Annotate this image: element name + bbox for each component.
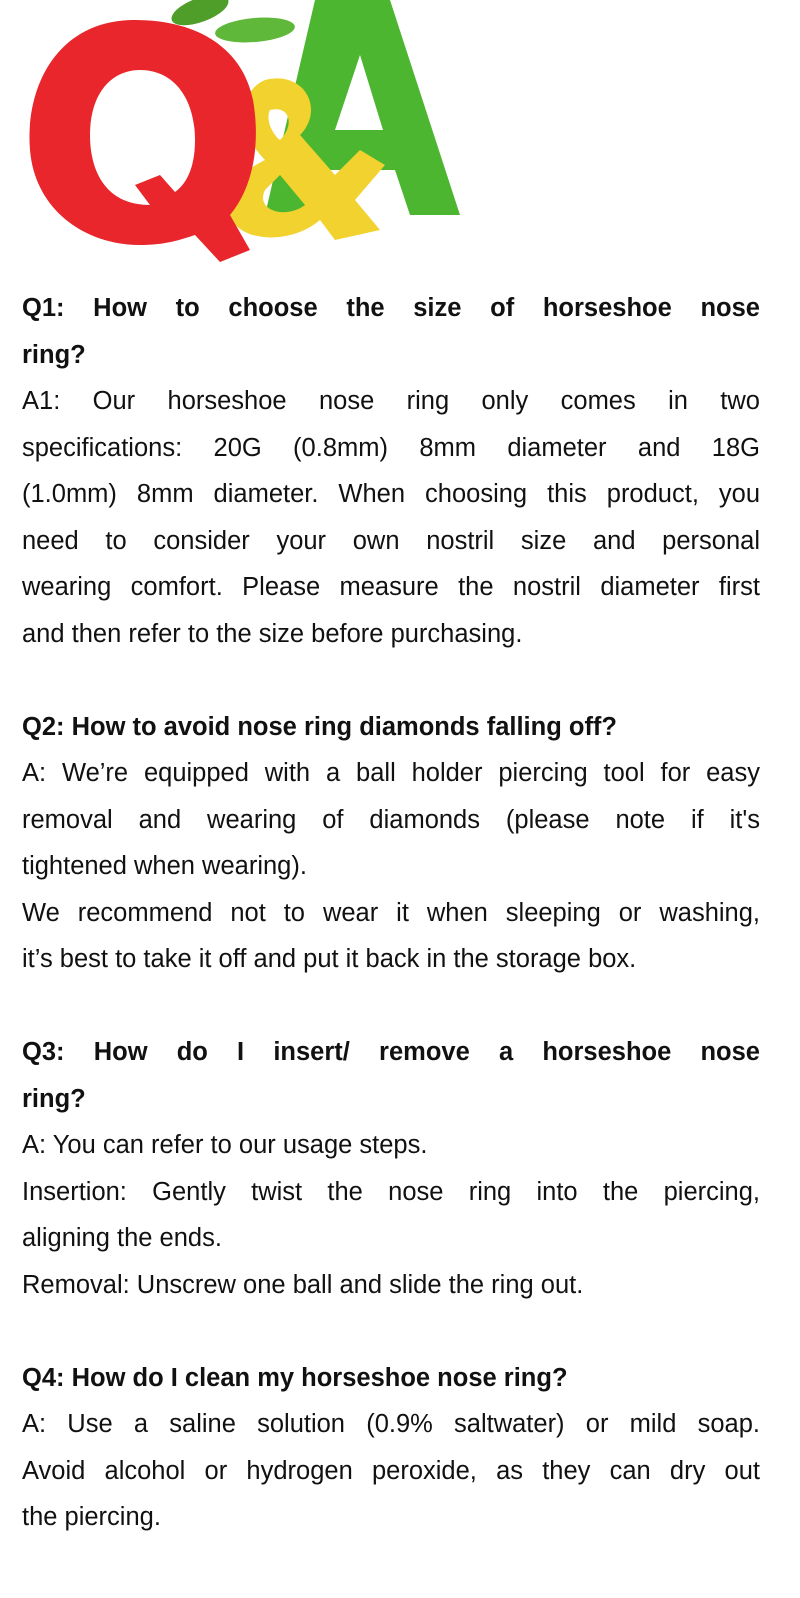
faq-answer-line: A1: Our horseshoe nose ring only comes in two bbox=[22, 387, 760, 415]
faq-answer-line: (1.0mm) 8mm diameter. When choosing this product, you bbox=[22, 480, 760, 508]
faq-answer-line: it’s best to take it off and put it back in the storage box. bbox=[22, 945, 637, 973]
faq-question-line: Q2: How to avoid nose ring diamonds falling off? bbox=[22, 712, 618, 741]
faq-answer-line: aligning the ends. bbox=[22, 1224, 222, 1252]
faq-item bbox=[22, 704, 760, 1030]
spacer bbox=[22, 657, 760, 704]
faq-question-line: Q1: How to choose the size of horseshoe nose bbox=[22, 294, 760, 322]
faq-answer-line: the piercing. bbox=[22, 1503, 161, 1531]
faq-answer-line: Removal: Unscrew one ball and slide the ring out. bbox=[22, 1270, 584, 1299]
faq-answer-line: A: We’re equipped with a ball holder piercing tool for easy bbox=[22, 759, 760, 787]
spacer bbox=[22, 1308, 760, 1355]
faq-content bbox=[22, 285, 760, 1541]
faq-answer-line: and then refer to the size before purchasing. bbox=[22, 619, 523, 648]
faq-question-line: Q4: How do I clean my horseshoe nose ring? bbox=[22, 1363, 568, 1392]
faq-item bbox=[22, 1029, 760, 1355]
faq-answer-line: removal and wearing of diamonds (please note if it's bbox=[22, 805, 760, 834]
faq-answer-line: We recommend not to wear it when sleeping or washing, bbox=[22, 898, 760, 927]
faq-item bbox=[22, 1355, 760, 1541]
letter-q bbox=[29, 20, 255, 262]
faq-answer-line: Avoid alcohol or hydrogen peroxide, as they can dry out bbox=[22, 1456, 760, 1485]
faq-question-line: ring? bbox=[22, 340, 86, 369]
faq-question-line: Q3: How do I insert/ remove a horseshoe nose bbox=[22, 1038, 760, 1066]
faq-question-line: ring? bbox=[22, 1084, 86, 1113]
faq-answer-line: wearing comfort. Please measure the nostril diameter first bbox=[22, 573, 760, 601]
faq-answer-line: specifications: 20G (0.8mm) 8mm diameter and 18G bbox=[22, 433, 760, 462]
spacer bbox=[22, 983, 760, 1030]
faq-item bbox=[22, 285, 760, 704]
qa-logo bbox=[15, 0, 475, 270]
leaf-icon bbox=[214, 15, 296, 46]
faq-answer-line: A: Use a saline solution (0.9% saltwater) or mild soap. bbox=[22, 1410, 760, 1438]
faq-answer-line: tightened when wearing). bbox=[22, 852, 307, 880]
faq-answer-line: need to consider your own nostril size and personal bbox=[22, 526, 760, 555]
faq-answer-line: Insertion: Gently twist the nose ring into the piercing, bbox=[22, 1177, 760, 1206]
faq-answer-line: A: You can refer to our usage steps. bbox=[22, 1131, 428, 1159]
